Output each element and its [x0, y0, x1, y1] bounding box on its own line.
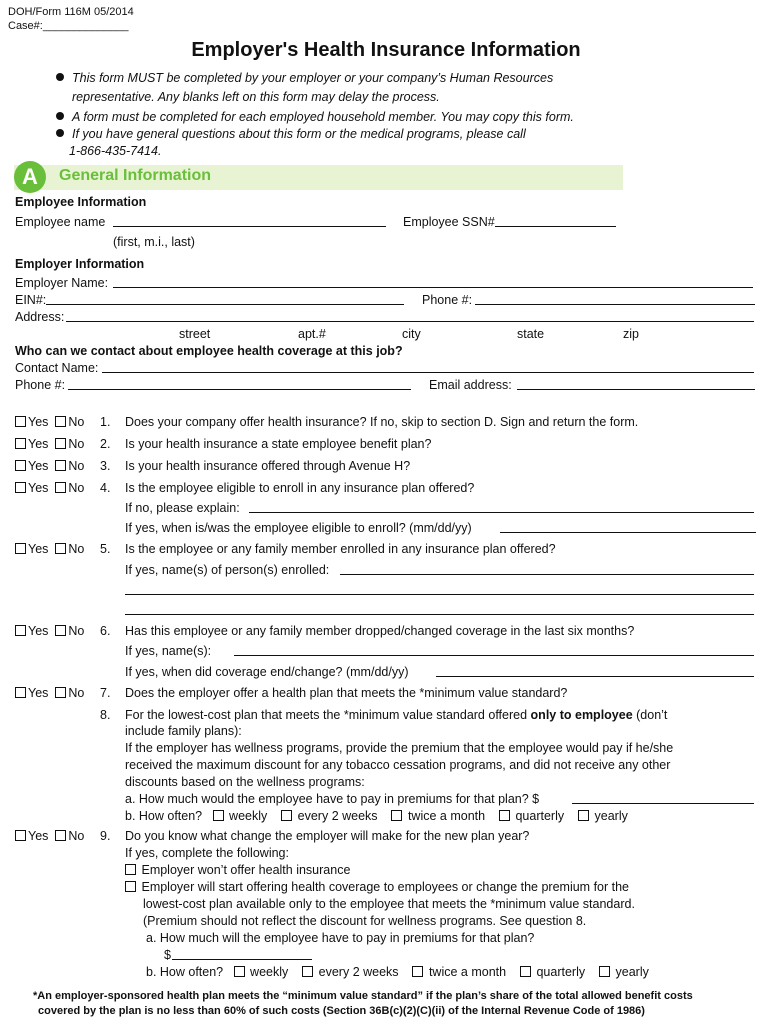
- q3-no-checkbox[interactable]: [55, 460, 66, 471]
- q8-a-label: a. How much would the employee have to pay in premiums for that plan? $: [125, 792, 540, 806]
- email-label: Email address:: [429, 378, 512, 392]
- q1-no-checkbox[interactable]: [55, 416, 66, 427]
- q6-no-checkbox[interactable]: [55, 625, 66, 636]
- contact-heading: Who can we contact about employee health coverage at this job?: [15, 344, 403, 358]
- employer-phone-label: Phone #:: [422, 293, 473, 307]
- ein-label: EIN#:: [15, 293, 47, 307]
- q8-weekly-checkbox[interactable]: [213, 810, 224, 821]
- q4-explain-field[interactable]: [249, 512, 754, 513]
- footnote-line-2: covered by the plan is no less than 60% of such costs (Section 36B(c)(2)(C)(ii) of the Internal Revenue Code of 1986): [38, 1005, 645, 1017]
- q8-yearly-checkbox[interactable]: [578, 810, 589, 821]
- addr-city: city: [402, 327, 421, 341]
- q6-yes-checkbox[interactable]: [15, 625, 26, 636]
- q4-yes-no: Yes No: [15, 481, 84, 495]
- ein-field[interactable]: [46, 304, 404, 305]
- employee-info-heading: Employee Information: [15, 195, 147, 209]
- q3-number: 3.: [100, 459, 111, 473]
- q4-yes-checkbox[interactable]: [15, 482, 26, 493]
- addr-zip: zip: [623, 327, 639, 341]
- addr-street: street: [179, 327, 211, 341]
- employee-name-hint: (first, m.i., last): [113, 235, 195, 249]
- employer-name-field[interactable]: [113, 287, 753, 288]
- contact-name-label: Contact Name:: [15, 361, 99, 375]
- q6-date-field[interactable]: [436, 676, 754, 677]
- q3-yes-no: Yes No: [15, 459, 84, 473]
- q3-yes-checkbox[interactable]: [15, 460, 26, 471]
- q1-number: 1.: [100, 415, 111, 429]
- q9-a-label: a. How much will the employee have to pay in premiums for that plan?: [146, 931, 535, 945]
- q9-option-2: Employer will start offering health coverage to employees or change the premium for the: [125, 880, 629, 894]
- q4-eligible-date-field[interactable]: [500, 532, 756, 533]
- q9-no-checkbox[interactable]: [55, 830, 66, 841]
- q6-date-label: If yes, when did coverage end/change? (mm/dd/yy): [125, 665, 409, 679]
- q9-twice-a-month-checkbox[interactable]: [412, 966, 423, 977]
- q9-no-insurance-checkbox[interactable]: [125, 864, 136, 875]
- email-field[interactable]: [517, 389, 755, 390]
- bullet-3-cont: 1-866-435-7414.: [69, 144, 162, 158]
- bullet-3: If you have general questions about this form or the medical programs, please call: [56, 127, 526, 141]
- employer-info-heading: Employer Information: [15, 257, 145, 271]
- q8-line-3: If the employer has wellness programs, provide the premium that the employee would pay if he/she: [125, 741, 674, 755]
- q9-option-2-cont: lowest-cost plan available only to the employee that meets the *minimum value standard.: [143, 897, 635, 911]
- q4-no-checkbox[interactable]: [55, 482, 66, 493]
- q9-every-2-weeks-checkbox[interactable]: [302, 966, 313, 977]
- q5-names-field[interactable]: [340, 574, 754, 575]
- q4-eligible-date-label: If yes, when is/was the employee eligible to enroll? (mm/dd/yy): [125, 521, 472, 535]
- bullet-1-cont: representative. Any blanks left on this form may delay the process.: [72, 90, 440, 104]
- q5-number: 5.: [100, 542, 111, 556]
- employer-phone-field[interactable]: [475, 304, 755, 305]
- q6-yes-no: Yes No: [15, 624, 84, 638]
- q8-b-row: b. How often? weekly every 2 weeks twice a month quarterly yearly: [125, 809, 628, 823]
- q9-text: Do you know what change the employer will make for the new plan year?: [125, 829, 530, 843]
- employee-ssn-field[interactable]: [495, 226, 616, 227]
- q5-names-line-3[interactable]: [125, 614, 754, 615]
- q7-text: Does the employer offer a health plan that meets the *minimum value standard?: [125, 686, 568, 700]
- addr-apt: apt.#: [298, 327, 326, 341]
- q8-every-2-weeks-checkbox[interactable]: [281, 810, 292, 821]
- q4-text: Is the employee eligible to enroll in any insurance plan offered?: [125, 481, 475, 495]
- q2-number: 2.: [100, 437, 111, 451]
- page-title: Employer's Health Insurance Information: [191, 39, 581, 61]
- q8-line-2: include family plans):: [125, 724, 242, 738]
- q1-yes-no: Yes No: [15, 415, 84, 429]
- bullet-2: A form must be completed for each employed household member. You may copy this form.: [56, 110, 574, 124]
- q2-yes-no: Yes No: [15, 437, 84, 451]
- q5-no-checkbox[interactable]: [55, 543, 66, 554]
- q9-number: 9.: [100, 829, 111, 843]
- q2-yes-checkbox[interactable]: [15, 438, 26, 449]
- q5-names-line-2[interactable]: [125, 594, 754, 595]
- q5-yes-checkbox[interactable]: [15, 543, 26, 554]
- employee-name-field[interactable]: [113, 226, 386, 227]
- bullet-dot: [56, 73, 64, 81]
- q9-option-1: Employer won’t offer health insurance: [125, 863, 350, 877]
- address-field[interactable]: [66, 321, 754, 322]
- section-a-badge: A: [14, 161, 46, 193]
- q2-no-checkbox[interactable]: [55, 438, 66, 449]
- section-a-title: General Information: [59, 167, 212, 184]
- q8-text: For the lowest-cost plan that meets the *minimum value standard offered only to employee (don’t: [125, 708, 668, 722]
- q6-names-label: If yes, name(s):: [125, 644, 212, 658]
- address-label: Address:: [15, 310, 65, 324]
- bullet-dot: [56, 112, 64, 120]
- q3-text: Is your health insurance offered through Avenue H?: [125, 459, 411, 473]
- q9-weekly-checkbox[interactable]: [234, 966, 245, 977]
- q8-premium-field[interactable]: [572, 803, 754, 804]
- q5-text: Is the employee or any family member enrolled in any insurance plan offered?: [125, 542, 556, 556]
- q7-yes-no: Yes No: [15, 686, 84, 700]
- contact-name-field[interactable]: [102, 372, 754, 373]
- q6-text: Has this employee or any family member dropped/changed coverage in the last six months?: [125, 624, 635, 638]
- q9-line-2: If yes, complete the following:: [125, 846, 289, 860]
- q9-premium-field[interactable]: [172, 959, 312, 960]
- q8-number: 8.: [100, 708, 111, 722]
- q6-names-field[interactable]: [234, 655, 754, 656]
- q2-text: Is your health insurance a state employee benefit plan?: [125, 437, 432, 451]
- addr-state: state: [517, 327, 545, 341]
- q9-dollar: $: [164, 948, 171, 962]
- employee-name-label: Employee name: [15, 215, 106, 229]
- q8-quarterly-checkbox[interactable]: [499, 810, 510, 821]
- q9-yes-no: Yes No: [15, 829, 84, 843]
- q4-explain-label: If no, please explain:: [125, 501, 240, 515]
- q1-text: Does your company offer health insurance? If no, skip to section D. Sign and return the form.: [125, 415, 639, 429]
- q7-number: 7.: [100, 686, 111, 700]
- q4-number: 4.: [100, 481, 111, 495]
- bullet-1: This form MUST be completed by your employer or your company’s Human Resources: [56, 71, 553, 85]
- form-id: DOH/Form 116M 05/2014: [8, 6, 134, 18]
- footnote-line-1: *An employer-sponsored health plan meets the “minimum value standard” if the plan’s share of the total allowed benefit costs: [33, 990, 693, 1002]
- contact-phone-label: Phone #:: [15, 378, 66, 392]
- bullet-dot: [56, 129, 64, 137]
- q8-twice-a-month-checkbox[interactable]: [391, 810, 402, 821]
- employer-name-label: Employer Name:: [15, 276, 109, 290]
- q8-line-5: discounts based on the wellness programs:: [125, 775, 365, 789]
- q7-no-checkbox[interactable]: [55, 687, 66, 698]
- contact-phone-field[interactable]: [68, 389, 411, 390]
- q5-names-label: If yes, name(s) of person(s) enrolled:: [125, 563, 330, 577]
- q8-line-4: received the maximum discount for any tobacco cessation programs, and did not receive any other: [125, 758, 671, 772]
- q9-option-2-note: (Premium should not reflect the discount for wellness programs. See question 8.: [143, 914, 587, 928]
- q9-yes-checkbox[interactable]: [15, 830, 26, 841]
- q9-yearly-checkbox[interactable]: [599, 966, 610, 977]
- q1-yes-checkbox[interactable]: [15, 416, 26, 427]
- q9-quarterly-checkbox[interactable]: [520, 966, 531, 977]
- q9-b-row: b. How often? weekly every 2 weeks twice a month quarterly yearly: [146, 965, 649, 979]
- q6-number: 6.: [100, 624, 111, 638]
- q5-yes-no: Yes No: [15, 542, 84, 556]
- case-number: Case#:______________: [8, 20, 129, 32]
- q9-start-offering-checkbox[interactable]: [125, 881, 136, 892]
- employee-ssn-label: Employee SSN#: [403, 215, 495, 229]
- q7-yes-checkbox[interactable]: [15, 687, 26, 698]
